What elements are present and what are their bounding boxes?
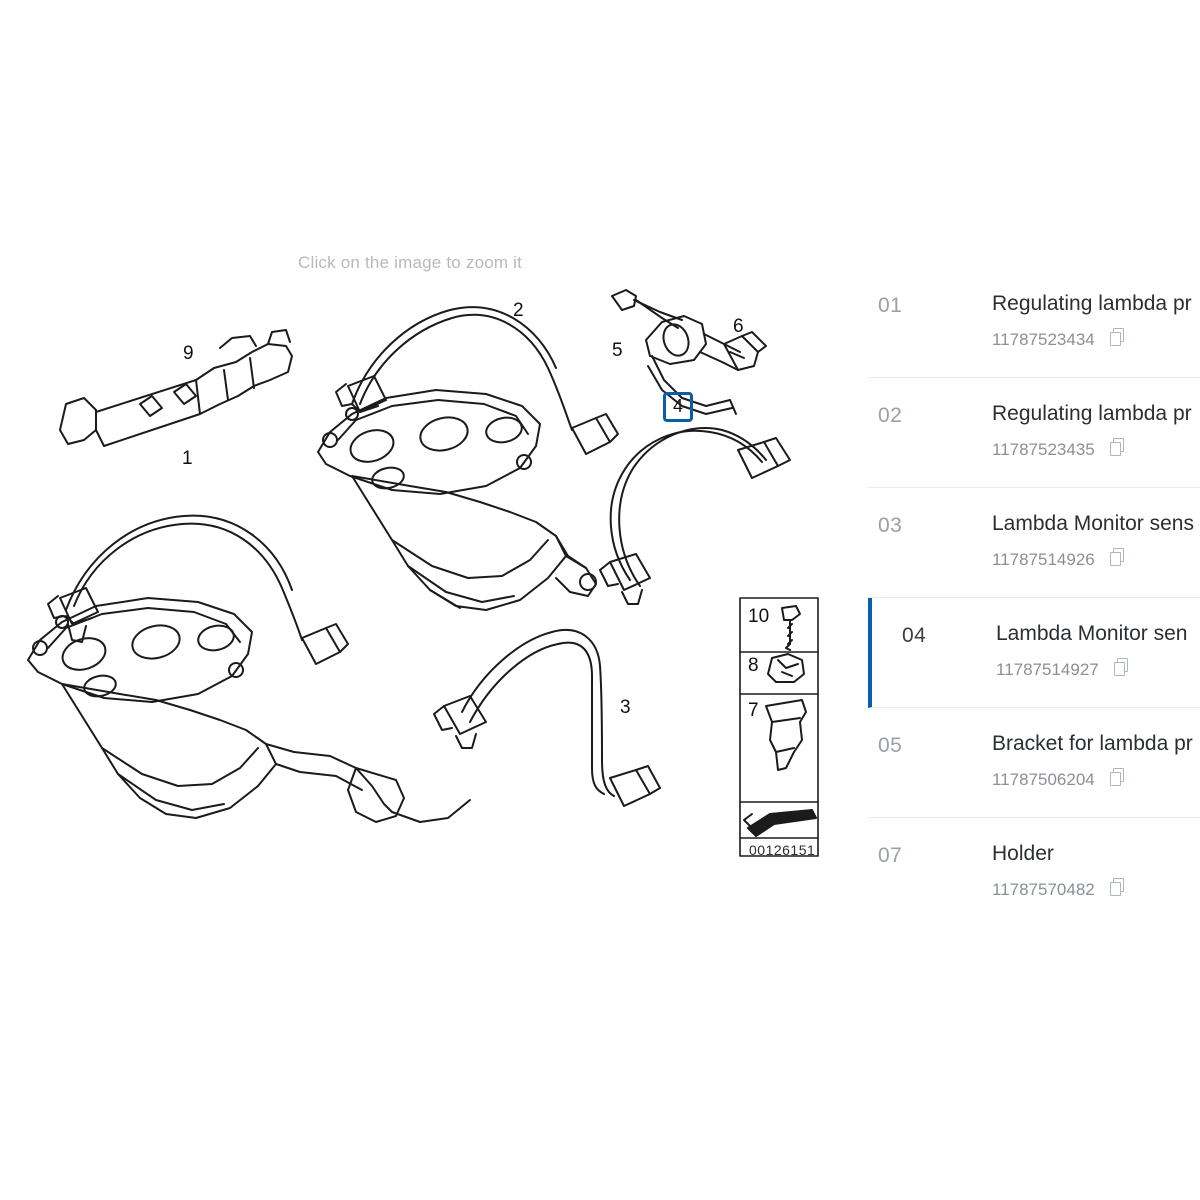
part-9-bracket	[60, 330, 292, 446]
part-list-item-04[interactable]	[868, 598, 1200, 708]
part-name: Lambda Monitor sens	[992, 512, 1194, 535]
part-6-connector	[724, 332, 766, 370]
part-number: 11787523435	[992, 440, 1095, 459]
part-2-manifold-upper	[318, 307, 618, 610]
callout-7: 7	[748, 700, 759, 721]
callout-10: 10	[748, 606, 770, 627]
copy-icon[interactable]	[1110, 328, 1125, 345]
small-parts-box	[740, 598, 818, 856]
zoom-hint-text: Click on the image to zoom it	[298, 253, 523, 272]
part-name: Regulating lambda pr	[992, 292, 1192, 315]
part-list-item-07[interactable]	[868, 818, 1200, 908]
part-index: 07	[878, 844, 903, 867]
part-list-item-03[interactable]	[868, 488, 1200, 598]
copy-icon[interactable]	[1110, 548, 1125, 565]
part-index: 01	[878, 294, 903, 317]
part-name: Bracket for lambda pr	[992, 732, 1193, 755]
copy-icon[interactable]	[1110, 768, 1125, 785]
part-number: 11787523434	[992, 330, 1095, 349]
callout-8: 8	[748, 655, 759, 676]
part-number: 11787506204	[992, 770, 1095, 789]
callout-3: 3	[620, 697, 631, 718]
part-index: 03	[878, 514, 903, 537]
part-index: 02	[878, 404, 903, 427]
part-number: 11787514926	[992, 550, 1095, 569]
part-list-item-02[interactable]	[868, 378, 1200, 488]
part-index: 05	[878, 734, 903, 757]
part-1-manifold-lower	[28, 516, 470, 822]
callout-4: 4	[672, 396, 683, 416]
callout-9: 9	[183, 343, 194, 364]
part-4-lambda-monitor-sensor	[600, 428, 790, 604]
callout-5: 5	[612, 340, 623, 361]
part-number: 11787570482	[992, 880, 1095, 899]
callout-1: 1	[182, 448, 193, 469]
copy-icon[interactable]	[1110, 878, 1125, 895]
diagram-code-label: 00126151	[749, 842, 816, 858]
part-name: Holder	[992, 842, 1054, 865]
part-name: Regulating lambda pr	[992, 402, 1192, 425]
part-number: 11787514927	[996, 660, 1099, 679]
parts-list[interactable]	[868, 268, 1200, 908]
copy-icon[interactable]	[1110, 438, 1125, 455]
copy-icon[interactable]	[1114, 658, 1129, 675]
callout-2: 2	[513, 300, 524, 321]
part-index: 04	[902, 624, 927, 647]
part-name: Lambda Monitor sen	[996, 622, 1188, 645]
part-list-item-05[interactable]	[868, 708, 1200, 818]
callout-6: 6	[733, 316, 744, 337]
part-list-item-01[interactable]	[868, 268, 1200, 378]
